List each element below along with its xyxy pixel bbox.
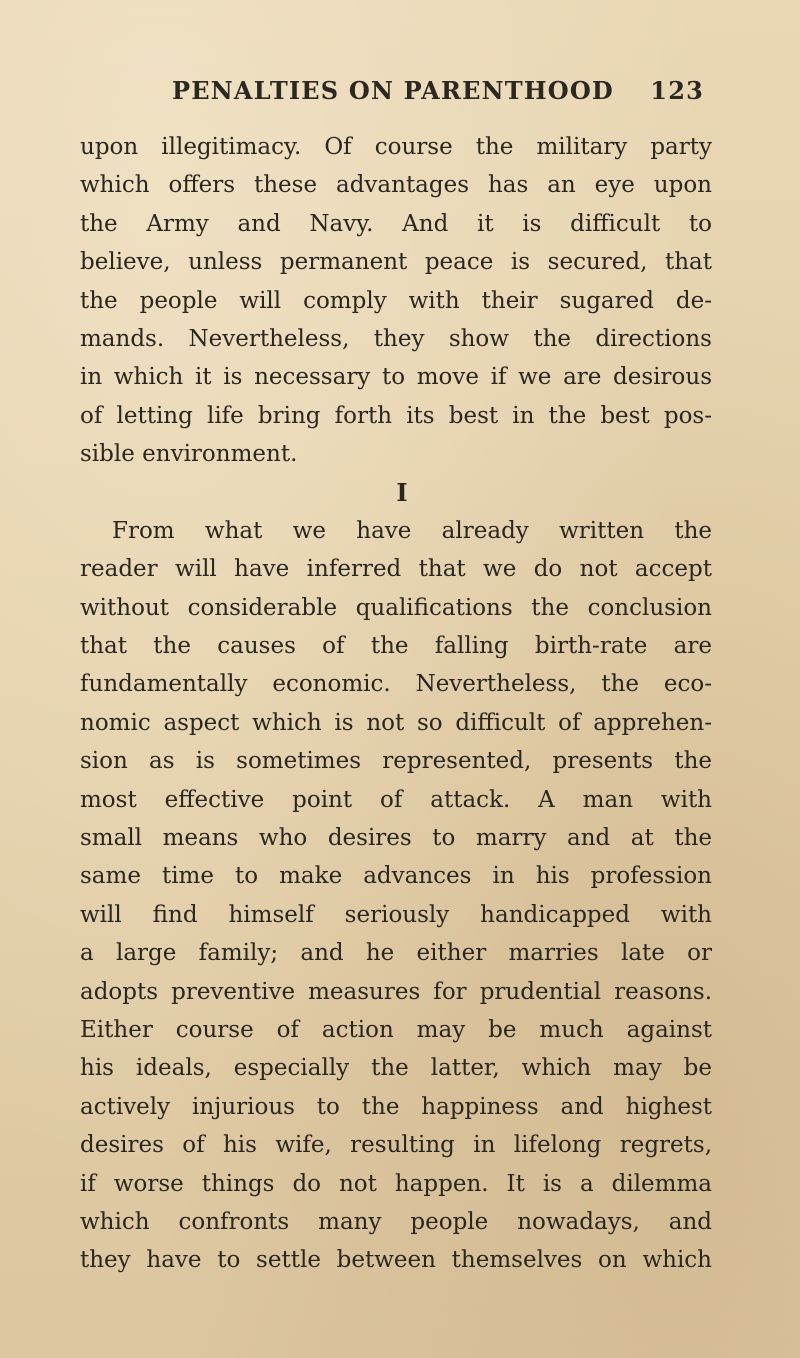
text-line: they have to settle between themselves on which xyxy=(80,1247,712,1274)
text-line: same time to make advances in his profession xyxy=(80,863,712,890)
text-line: believe, unless permanent peace is secured, that xyxy=(80,249,712,276)
text-line: his ideals, especially the latter, which may be xyxy=(80,1055,712,1082)
text-line: most effective point of attack. A man with xyxy=(80,786,712,813)
page-number: 123 xyxy=(650,76,704,105)
text-line: that the causes of the falling birth-rate are xyxy=(80,633,712,660)
section-numeral: I xyxy=(396,477,408,507)
body-text xyxy=(80,128,712,1280)
text-line: fundamentally economic. Nevertheless, the eco- xyxy=(80,671,712,698)
running-head xyxy=(172,76,712,110)
text-line: mands. Nevertheless, they show the directions xyxy=(80,325,712,352)
text-line: in which it is necessary to move if we are desirous xyxy=(80,364,712,391)
text-line: will find himself seriously handicapped with xyxy=(80,901,712,928)
text-line: which offers these advantages has an eye upon xyxy=(80,172,712,199)
text-line: if worse things do not happen. It is a dilemma xyxy=(80,1170,712,1197)
text-line: reader will have inferred that we do not accept xyxy=(80,556,712,583)
text-line: sible environment. xyxy=(80,441,298,468)
text-line: a large family; and he either marries late or xyxy=(80,940,712,967)
text-line: actively injurious to the happiness and highest xyxy=(80,1093,712,1120)
text-line: desires of his wife, resulting in lifelong regrets, xyxy=(80,1132,712,1159)
text-line: Either course of action may be much against xyxy=(80,1016,712,1043)
text-line: without considerable qualifications the conclusion xyxy=(80,594,712,621)
text-line: the people will comply with their sugared de- xyxy=(80,287,712,314)
running-head-title: PENALTIES ON PARENTHOOD xyxy=(172,76,614,105)
text-line: small means who desires to marry and at the xyxy=(80,825,712,852)
text-line: which confronts many people nowadays, and xyxy=(80,1208,712,1235)
text-line: of letting life bring forth its best in the best pos- xyxy=(80,402,712,429)
text-line: adopts preventive measures for prudential reasons. xyxy=(80,978,712,1005)
text-line: From what we have already written the xyxy=(112,517,712,544)
text-line: upon illegitimacy. Of course the military party xyxy=(80,134,712,160)
text-line: nomic aspect which is not so difficult of apprehen- xyxy=(80,709,712,736)
text-line: the Army and Navy. And it is difficult to xyxy=(80,210,712,237)
text-line: sion as is sometimes represented, presents the xyxy=(80,748,712,775)
